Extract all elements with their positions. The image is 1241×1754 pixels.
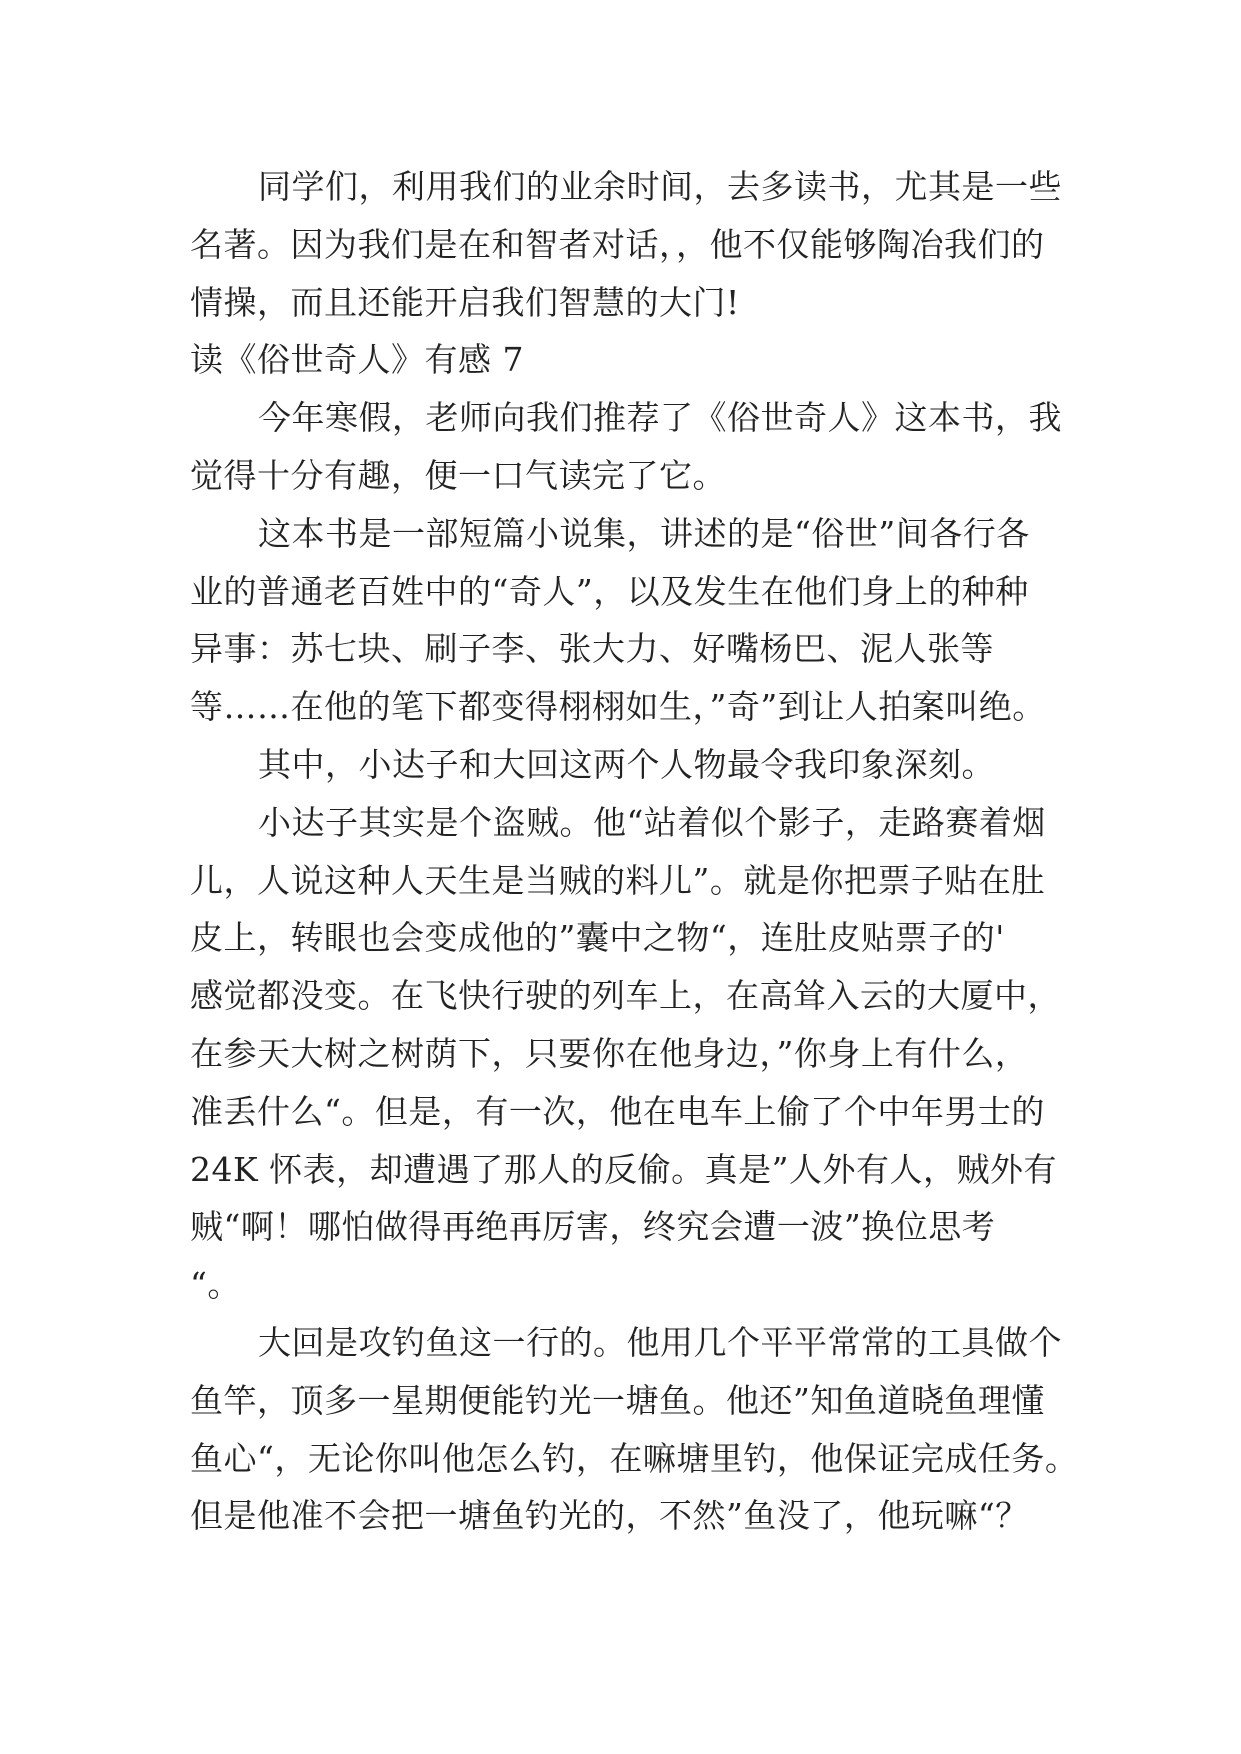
text-line: 皮上，转眼也会变成他的”囊中之物“，连肚皮贴票子的' xyxy=(190,918,1005,958)
document-body xyxy=(190,158,1090,1545)
text-line: 感觉都没变。在飞快行驶的列车上，在高耸入云的大厦中， xyxy=(190,976,1061,1016)
text-line: 情操，而且还能开启我们智慧的大门! xyxy=(190,282,740,322)
text-line: 今年寒假，老师向我们推荐了《俗世奇人》这本书，我 xyxy=(258,398,1062,438)
text-line: 等……在他的笔下都变得栩栩如生，”奇”到让人拍案叫绝。 xyxy=(190,687,1046,727)
text-line: 准丢什么“。但是，有一次，他在电车上偷了个中年男士的 xyxy=(190,1091,1045,1131)
text-line: 觉得十分有趣，便一口气读完了它。 xyxy=(190,455,726,495)
text-line: 异事：苏七块、刷子李、张大力、好嘴杨巴、泥人张等 xyxy=(190,629,994,669)
text-line: 鱼竿，顶多一星期便能钓光一塘鱼。他还”知鱼道晓鱼理懂 xyxy=(190,1380,1045,1420)
text-line: 贼“啊！哪怕做得再绝再厉害，终究会遭一波”换位思考 xyxy=(190,1207,996,1247)
text-line: 其中，小达子和大回这两个人物最令我印象深刻。 xyxy=(258,744,995,784)
text-line: “。 xyxy=(190,1265,241,1305)
text-line: 同学们，利用我们的业余时间，去多读书，尤其是一些 xyxy=(258,167,1062,206)
text-line: 业的普通老百姓中的“奇人”，以及发生在他们身上的种种 xyxy=(190,571,1029,611)
text-line: 儿，人说这种人天生是当贼的料儿”。就是你把票子贴在肚 xyxy=(190,860,1045,900)
text-line: 大回是攻钓鱼这一行的。他用几个平平常常的工具做个 xyxy=(258,1322,1062,1362)
section-heading: 读《俗世奇人》有感 7 xyxy=(190,340,524,380)
text-line: 名著。因为我们是在和智者对话，，他不仅能够陶冶我们的 xyxy=(190,224,1045,264)
text-line: 鱼心“，无论你叫他怎么钓，在嘛塘里钓，他保证完成任务。 xyxy=(190,1438,1079,1478)
text-line: 小达子其实是个盗贼。他“站着似个影子，走路赛着烟 xyxy=(258,802,1046,842)
text-line: 24K 怀表，却遭遇了那人的反偷。真是”人外有人，贼外有 xyxy=(190,1149,1058,1189)
text-line: 但是他准不会把一塘鱼钓光的，不然”鱼没了，他玩嘛“？ xyxy=(190,1496,1029,1536)
text-line: 这本书是一部短篇小说集，讲述的是“俗世”间各行各 xyxy=(258,513,1030,553)
text-line: 在参天大树之树荫下，只要你在他身边，”你身上有什么， xyxy=(190,1033,1029,1073)
